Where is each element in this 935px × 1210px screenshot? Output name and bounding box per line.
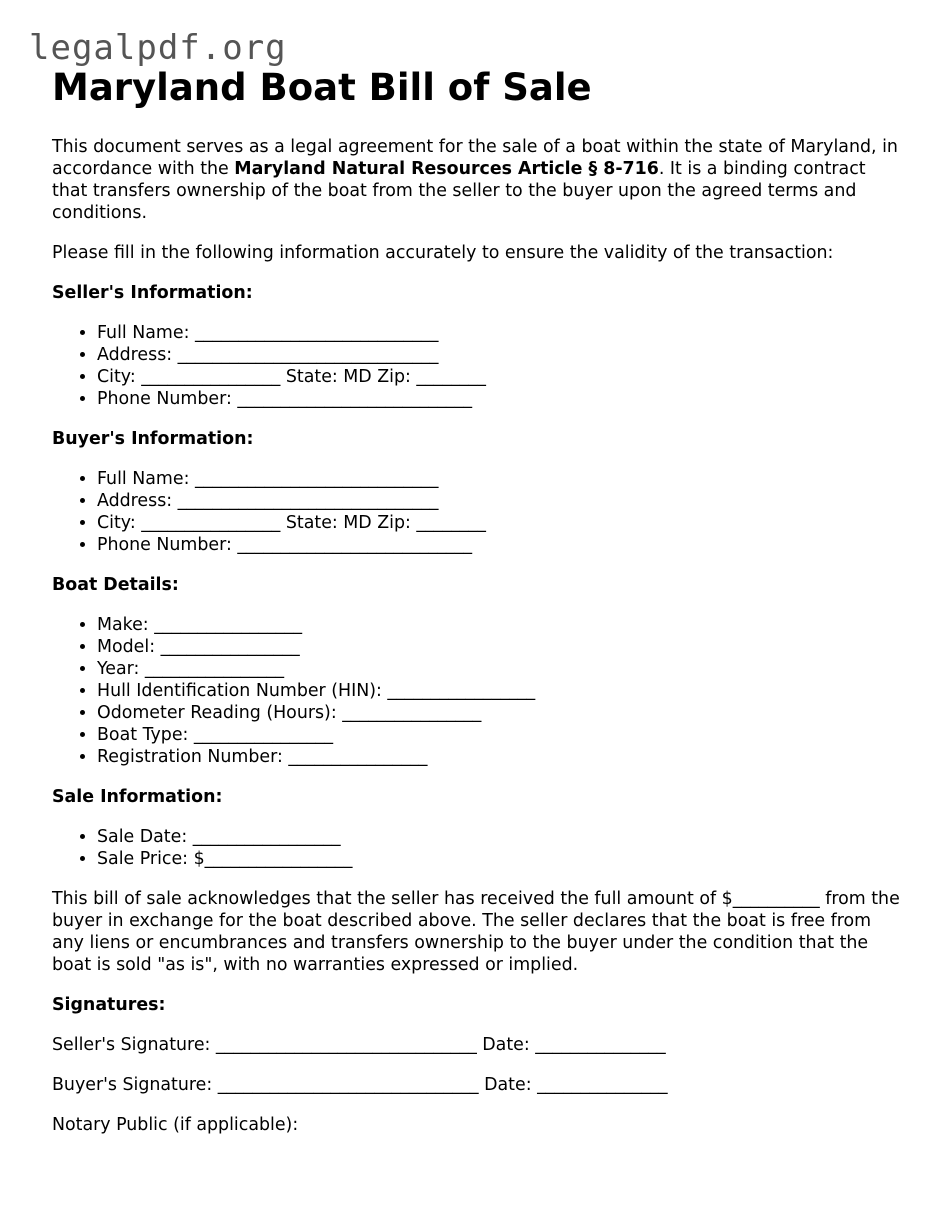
seller-address-field: • Address: ______________________________ <box>97 344 902 366</box>
boat-model-field: • Model: ________________ <box>97 636 902 658</box>
seller-info-list <box>52 322 902 410</box>
document-title: Maryland Boat Bill of Sale <box>52 66 592 109</box>
buyer-info-list <box>52 468 902 556</box>
buyer-city-state-zip-field: • City: ________________ State: MD Zip: ________ <box>97 512 902 534</box>
document-page <box>52 66 902 1136</box>
boat-odometer-field: • Odometer Reading (Hours): ________________ <box>97 702 902 724</box>
buyer-phone-field: • Phone Number: ___________________________ <box>97 534 902 556</box>
boat-type-field: • Boat Type: ________________ <box>97 724 902 746</box>
buyer-full-name-field: • Full Name: ____________________________ <box>97 468 902 490</box>
boat-section-heading: Boat Details: <box>52 575 179 595</box>
sale-info-list <box>52 826 902 870</box>
sale-section-heading: Sale Information: <box>52 787 223 807</box>
seller-phone-field: • Phone Number: ___________________________ <box>97 388 902 410</box>
acknowledgement-paragraph: This bill of sale acknowledges that the seller has received the full amount of $__________ from the buyer in exchange for the boat described above. The seller declares that the boat is free from any liens or encumbrances and transfers ownership to the buyer under the condition that the boat is sold "as is", with no warranties expressed or implied. <box>52 889 900 975</box>
boat-make-field: • Make: _________________ <box>97 614 902 636</box>
seller-section-heading: Seller's Information: <box>52 283 253 303</box>
site-watermark: legalpdf.org <box>29 28 287 68</box>
buyer-address-field: • Address: ______________________________ <box>97 490 902 512</box>
boat-hin-field: • Hull Identification Number (HIN): _________________ <box>97 680 902 702</box>
instructions-text: Please fill in the following information accurately to ensure the validity of the transaction: <box>52 243 834 263</box>
boat-registration-field: • Registration Number: ________________ <box>97 746 902 768</box>
seller-city-state-zip-field: • City: ________________ State: MD Zip: ________ <box>97 366 902 388</box>
sale-date-field: • Sale Date: _________________ <box>97 826 902 848</box>
intro-paragraph <box>52 136 902 224</box>
buyer-signature-line: Buyer's Signature: ______________________________ Date: _______________ <box>52 1075 668 1095</box>
seller-full-name-field: • Full Name: ____________________________ <box>97 322 902 344</box>
intro-text-2: . It is a binding contract that transfers ownership of the boat from the seller to the buyer upon the agreed terms and conditions. <box>52 159 866 223</box>
seller-signature-line: Seller's Signature: ______________________________ Date: _______________ <box>52 1035 666 1055</box>
notary-label: Notary Public (if applicable): <box>52 1115 299 1135</box>
buyer-section-heading: Buyer's Information: <box>52 429 254 449</box>
boat-year-field: • Year: ________________ <box>97 658 902 680</box>
statute-reference: Maryland Natural Resources Article § 8-716 <box>234 159 659 179</box>
signatures-section-heading: Signatures: <box>52 995 166 1015</box>
boat-details-list <box>52 614 902 768</box>
sale-price-field: • Sale Price: $_________________ <box>97 848 902 870</box>
intro-text-1: This document serves as a legal agreement for the sale of a boat within the state of Maryland, in accordance with the <box>52 137 898 179</box>
